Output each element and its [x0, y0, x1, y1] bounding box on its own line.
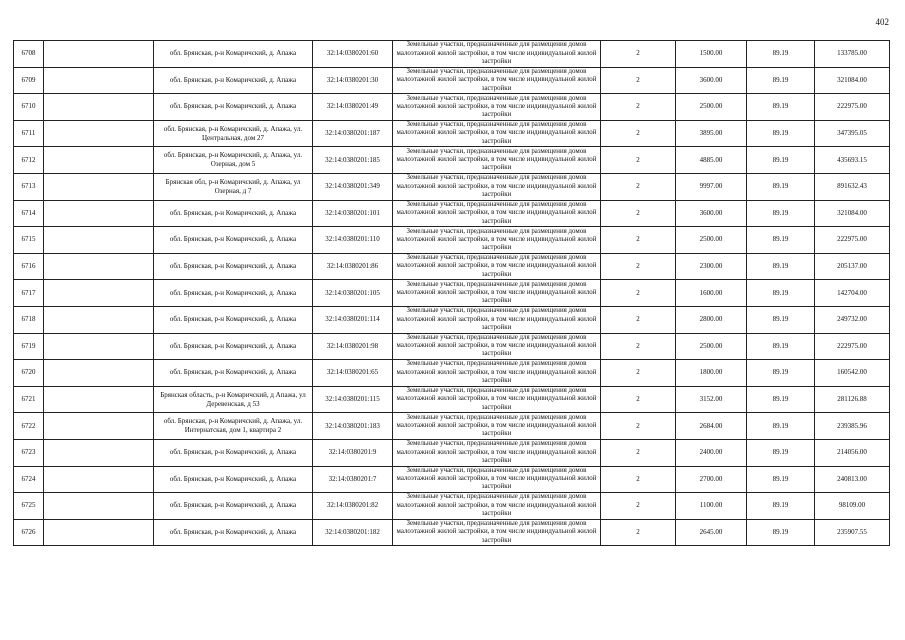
- cell-area: 3895.00: [676, 120, 747, 147]
- cell-purpose: Земельные участки, предназначенные для размещения домов малоэтажной жилой застройки, в том числе индивидуальной жилой застройки: [393, 493, 601, 520]
- cell-value: 235907.55: [815, 519, 890, 546]
- cell-purpose: Земельные участки, предназначенные для размещения домов малоэтажной жилой застройки, в том числе индивидуальной жилой застройки: [393, 173, 601, 200]
- cell-category: 2: [601, 519, 676, 546]
- cell-rate: 89.19: [747, 200, 815, 227]
- cell-address: обл. Брянская, р-н Комаричский, д. Апажа, ул. Интернатская, дом 1, квартира 2: [154, 413, 313, 440]
- table-row: [14, 41, 890, 68]
- cell-address: обл. Брянская, р-н Комаричский, д. Апажа: [154, 67, 313, 94]
- cell-number: 6723: [14, 439, 44, 466]
- cell-value: 891632.43: [815, 173, 890, 200]
- cell-blank: [44, 94, 154, 121]
- table-row: [14, 333, 890, 360]
- page-number: 402: [875, 17, 889, 27]
- cell-cadastral-number: 32:14:0380201:110: [313, 227, 393, 254]
- cell-purpose: Земельные участки, предназначенные для размещения домов малоэтажной жилой застройки, в том числе индивидуальной жилой застройки: [393, 41, 601, 68]
- cell-number: 6716: [14, 253, 44, 280]
- cell-value: 222975.00: [815, 333, 890, 360]
- cell-rate: 89.19: [747, 386, 815, 413]
- cell-cadastral-number: 32:14:0380201:60: [313, 41, 393, 68]
- cell-purpose: Земельные участки, предназначенные для размещения домов малоэтажной жилой застройки, в том числе индивидуальной жилой застройки: [393, 519, 601, 546]
- cell-blank: [44, 493, 154, 520]
- cell-cadastral-number: 32:14:0380201:115: [313, 386, 393, 413]
- cell-cadastral-number: 32:14:0380201:98: [313, 333, 393, 360]
- cell-rate: 89.19: [747, 147, 815, 174]
- cell-purpose: Земельные участки, предназначенные для размещения домов малоэтажной жилой застройки, в том числе индивидуальной жилой застройки: [393, 227, 601, 254]
- cell-rate: 89.19: [747, 94, 815, 121]
- cell-category: 2: [601, 200, 676, 227]
- table-row: [14, 227, 890, 254]
- cell-address: обл. Брянская, р-н Комаричский, д. Апажа, ул. Озерная, дом 5: [154, 147, 313, 174]
- cell-blank: [44, 120, 154, 147]
- cell-number: 6718: [14, 306, 44, 333]
- cell-blank: [44, 466, 154, 493]
- cell-purpose: Земельные участки, предназначенные для размещения домов малоэтажной жилой застройки, в том числе индивидуальной жилой застройки: [393, 333, 601, 360]
- cell-blank: [44, 306, 154, 333]
- cell-number: 6726: [14, 519, 44, 546]
- cell-category: 2: [601, 466, 676, 493]
- cell-rate: 89.19: [747, 253, 815, 280]
- table-row: [14, 120, 890, 147]
- cell-value: 249732.00: [815, 306, 890, 333]
- cell-category: 2: [601, 333, 676, 360]
- cell-purpose: Земельные участки, предназначенные для размещения домов малоэтажной жилой застройки, в том числе индивидуальной жилой застройки: [393, 200, 601, 227]
- cell-number: 6722: [14, 413, 44, 440]
- cell-area: 3600.00: [676, 200, 747, 227]
- cell-purpose: Земельные участки, предназначенные для размещения домов малоэтажной жилой застройки, в том числе индивидуальной жилой застройки: [393, 360, 601, 387]
- cell-category: 2: [601, 280, 676, 307]
- cell-address: обл. Брянская, р-н Комаричский, д. Апажа: [154, 227, 313, 254]
- cell-blank: [44, 41, 154, 68]
- cell-area: 2684.00: [676, 413, 747, 440]
- cell-rate: 89.19: [747, 173, 815, 200]
- cell-category: 2: [601, 147, 676, 174]
- cell-purpose: Земельные участки, предназначенные для размещения домов малоэтажной жилой застройки, в том числе индивидуальной жилой застройки: [393, 466, 601, 493]
- cell-address: обл. Брянская, р-н Комаричский, д. Апажа: [154, 519, 313, 546]
- cell-value: 347395.05: [815, 120, 890, 147]
- cell-blank: [44, 253, 154, 280]
- cell-area: 4885.00: [676, 147, 747, 174]
- cell-area: 2500.00: [676, 94, 747, 121]
- land-registry-table: [13, 40, 890, 546]
- cell-cadastral-number: 32:14:0380201:183: [313, 413, 393, 440]
- table-row: [14, 94, 890, 121]
- cell-rate: 89.19: [747, 120, 815, 147]
- cell-address: обл. Брянская, р-н Комаричский, д. Апажа: [154, 280, 313, 307]
- cell-blank: [44, 386, 154, 413]
- cell-number: 6725: [14, 493, 44, 520]
- cell-address: обл. Брянская, р-н Комаричский, д. Апажа: [154, 306, 313, 333]
- cell-rate: 89.19: [747, 519, 815, 546]
- cell-address: обл. Брянская, р-н Комаричский, д. Апажа: [154, 253, 313, 280]
- cell-value: 205137.00: [815, 253, 890, 280]
- cell-value: 281126.88: [815, 386, 890, 413]
- cell-area: 2500.00: [676, 227, 747, 254]
- cell-address: обл. Брянская, р-н Комаричский, д. Апажа, ул. Центральная, дом 27: [154, 120, 313, 147]
- cell-value: 321084.00: [815, 200, 890, 227]
- cell-rate: 89.19: [747, 439, 815, 466]
- cell-rate: 89.19: [747, 413, 815, 440]
- cell-category: 2: [601, 227, 676, 254]
- cell-cadastral-number: 32:14:0380201:114: [313, 306, 393, 333]
- cell-cadastral-number: 32:14:0380201:105: [313, 280, 393, 307]
- cell-area: 1100.00: [676, 493, 747, 520]
- cell-area: 1500.00: [676, 41, 747, 68]
- cell-address: обл. Брянская, р-н Комаричский, д. Апажа: [154, 41, 313, 68]
- cell-purpose: Земельные участки, предназначенные для размещения домов малоэтажной жилой застройки, в том числе индивидуальной жилой застройки: [393, 306, 601, 333]
- cell-category: 2: [601, 253, 676, 280]
- cell-cadastral-number: 32:14:0380201:349: [313, 173, 393, 200]
- table-row: [14, 67, 890, 94]
- cell-value: 222975.00: [815, 227, 890, 254]
- cell-rate: 89.19: [747, 67, 815, 94]
- table-row: [14, 466, 890, 493]
- cell-address: обл. Брянская, р-н Комаричский, д. Апажа: [154, 493, 313, 520]
- cell-area: 2645.00: [676, 519, 747, 546]
- cell-rate: 89.19: [747, 466, 815, 493]
- cell-cadastral-number: 32:14:0380201:30: [313, 67, 393, 94]
- cell-area: 1800.00: [676, 360, 747, 387]
- cell-category: 2: [601, 360, 676, 387]
- cell-category: 2: [601, 41, 676, 68]
- cell-blank: [44, 67, 154, 94]
- cell-cadastral-number: 32:14:0380201:182: [313, 519, 393, 546]
- cell-purpose: Земельные участки, предназначенные для размещения домов малоэтажной жилой застройки, в том числе индивидуальной жилой застройки: [393, 439, 601, 466]
- cell-number: 6720: [14, 360, 44, 387]
- table-row: [14, 413, 890, 440]
- cell-category: 2: [601, 306, 676, 333]
- cell-number: 6712: [14, 147, 44, 174]
- table-row: [14, 173, 890, 200]
- cell-blank: [44, 173, 154, 200]
- cell-value: 98109.00: [815, 493, 890, 520]
- cell-value: 214056.00: [815, 439, 890, 466]
- cell-cadastral-number: 32:14:0380201:7: [313, 466, 393, 493]
- cell-address: обл. Брянская, р-н Комаричский, д. Апажа: [154, 360, 313, 387]
- table-row: [14, 493, 890, 520]
- cell-purpose: Земельные участки, предназначенные для размещения домов малоэтажной жилой застройки, в том числе индивидуальной жилой застройки: [393, 120, 601, 147]
- cell-address: обл. Брянская, р-н Комаричский, д. Апажа: [154, 94, 313, 121]
- cell-value: 239385.96: [815, 413, 890, 440]
- cell-number: 6714: [14, 200, 44, 227]
- cell-value: 160542.00: [815, 360, 890, 387]
- cell-number: 6709: [14, 67, 44, 94]
- cell-number: 6721: [14, 386, 44, 413]
- cell-rate: 89.19: [747, 227, 815, 254]
- cell-number: 6708: [14, 41, 44, 68]
- cell-rate: 89.19: [747, 41, 815, 68]
- table-row: [14, 306, 890, 333]
- cell-blank: [44, 280, 154, 307]
- cell-blank: [44, 227, 154, 254]
- cell-category: 2: [601, 413, 676, 440]
- cell-cadastral-number: 32:14:0380201:187: [313, 120, 393, 147]
- cell-address: обл. Брянская, р-н Комаричский, д. Апажа: [154, 466, 313, 493]
- cell-area: 3152.00: [676, 386, 747, 413]
- cell-purpose: Земельные участки, предназначенные для размещения домов малоэтажной жилой застройки, в том числе индивидуальной жилой застройки: [393, 147, 601, 174]
- cell-category: 2: [601, 173, 676, 200]
- cell-area: 2700.00: [676, 466, 747, 493]
- cell-number: 6719: [14, 333, 44, 360]
- cell-value: 435693.15: [815, 147, 890, 174]
- cell-value: 142704.00: [815, 280, 890, 307]
- cell-number: 6713: [14, 173, 44, 200]
- cell-category: 2: [601, 120, 676, 147]
- table-row: [14, 360, 890, 387]
- cell-category: 2: [601, 386, 676, 413]
- cell-address: Брянская обл, р-н Комаричский, д. Апажа, ул Озерная, д 7: [154, 173, 313, 200]
- cell-blank: [44, 439, 154, 466]
- cell-cadastral-number: 32:14:0380201:101: [313, 200, 393, 227]
- cell-area: 1600.00: [676, 280, 747, 307]
- cell-purpose: Земельные участки, предназначенные для размещения домов малоэтажной жилой застройки, в том числе индивидуальной жилой застройки: [393, 253, 601, 280]
- cell-blank: [44, 200, 154, 227]
- cell-number: 6717: [14, 280, 44, 307]
- cell-rate: 89.19: [747, 280, 815, 307]
- table-row: [14, 200, 890, 227]
- cell-area: 3600.00: [676, 67, 747, 94]
- cell-cadastral-number: 32:14:0380201:49: [313, 94, 393, 121]
- cell-area: 2500.00: [676, 333, 747, 360]
- cell-category: 2: [601, 67, 676, 94]
- cell-blank: [44, 333, 154, 360]
- cell-number: 6715: [14, 227, 44, 254]
- cell-category: 2: [601, 94, 676, 121]
- cell-purpose: Земельные участки, предназначенные для размещения домов малоэтажной жилой застройки, в том числе индивидуальной жилой застройки: [393, 280, 601, 307]
- cell-purpose: Земельные участки, предназначенные для размещения домов малоэтажной жилой застройки, в том числе индивидуальной жилой застройки: [393, 94, 601, 121]
- cell-address: обл. Брянская, р-н Комаричский, д. Апажа: [154, 439, 313, 466]
- cell-cadastral-number: 32:14:0380201:185: [313, 147, 393, 174]
- table-row: [14, 519, 890, 546]
- cell-category: 2: [601, 439, 676, 466]
- cell-number: 6724: [14, 466, 44, 493]
- cell-purpose: Земельные участки, предназначенные для размещения домов малоэтажной жилой застройки, в том числе индивидуальной жилой застройки: [393, 413, 601, 440]
- cell-address: Брянская область, р-н Комаричский, д Апажа, ул Деревенская, д 53: [154, 386, 313, 413]
- cell-cadastral-number: 32:14:0380201:9: [313, 439, 393, 466]
- cell-cadastral-number: 32:14:0380201:65: [313, 360, 393, 387]
- table-row: [14, 386, 890, 413]
- cell-value: 240813.00: [815, 466, 890, 493]
- table-row: [14, 280, 890, 307]
- cell-cadastral-number: 32:14:0380201:86: [313, 253, 393, 280]
- cell-value: 133785.00: [815, 41, 890, 68]
- cell-rate: 89.19: [747, 306, 815, 333]
- cell-blank: [44, 413, 154, 440]
- cell-number: 6711: [14, 120, 44, 147]
- cell-value: 321084.00: [815, 67, 890, 94]
- table-row: [14, 439, 890, 466]
- cell-rate: 89.19: [747, 333, 815, 360]
- cell-address: обл. Брянская, р-н Комаричский, д. Апажа: [154, 333, 313, 360]
- table-row: [14, 253, 890, 280]
- cell-blank: [44, 360, 154, 387]
- cell-area: 2400.00: [676, 439, 747, 466]
- table-row: [14, 147, 890, 174]
- cell-area: 2300.00: [676, 253, 747, 280]
- cell-purpose: Земельные участки, предназначенные для размещения домов малоэтажной жилой застройки, в том числе индивидуальной жилой застройки: [393, 386, 601, 413]
- cell-rate: 89.19: [747, 493, 815, 520]
- cell-blank: [44, 519, 154, 546]
- cell-rate: 89.19: [747, 360, 815, 387]
- cell-blank: [44, 147, 154, 174]
- cell-number: 6710: [14, 94, 44, 121]
- cell-value: 222975.00: [815, 94, 890, 121]
- cell-cadastral-number: 32:14:0380201:82: [313, 493, 393, 520]
- cell-category: 2: [601, 493, 676, 520]
- cell-area: 2800.00: [676, 306, 747, 333]
- cell-address: обл. Брянская, р-н Комаричский, д. Апажа: [154, 200, 313, 227]
- cell-purpose: Земельные участки, предназначенные для размещения домов малоэтажной жилой застройки, в том числе индивидуальной жилой застройки: [393, 67, 601, 94]
- cell-area: 9997.00: [676, 173, 747, 200]
